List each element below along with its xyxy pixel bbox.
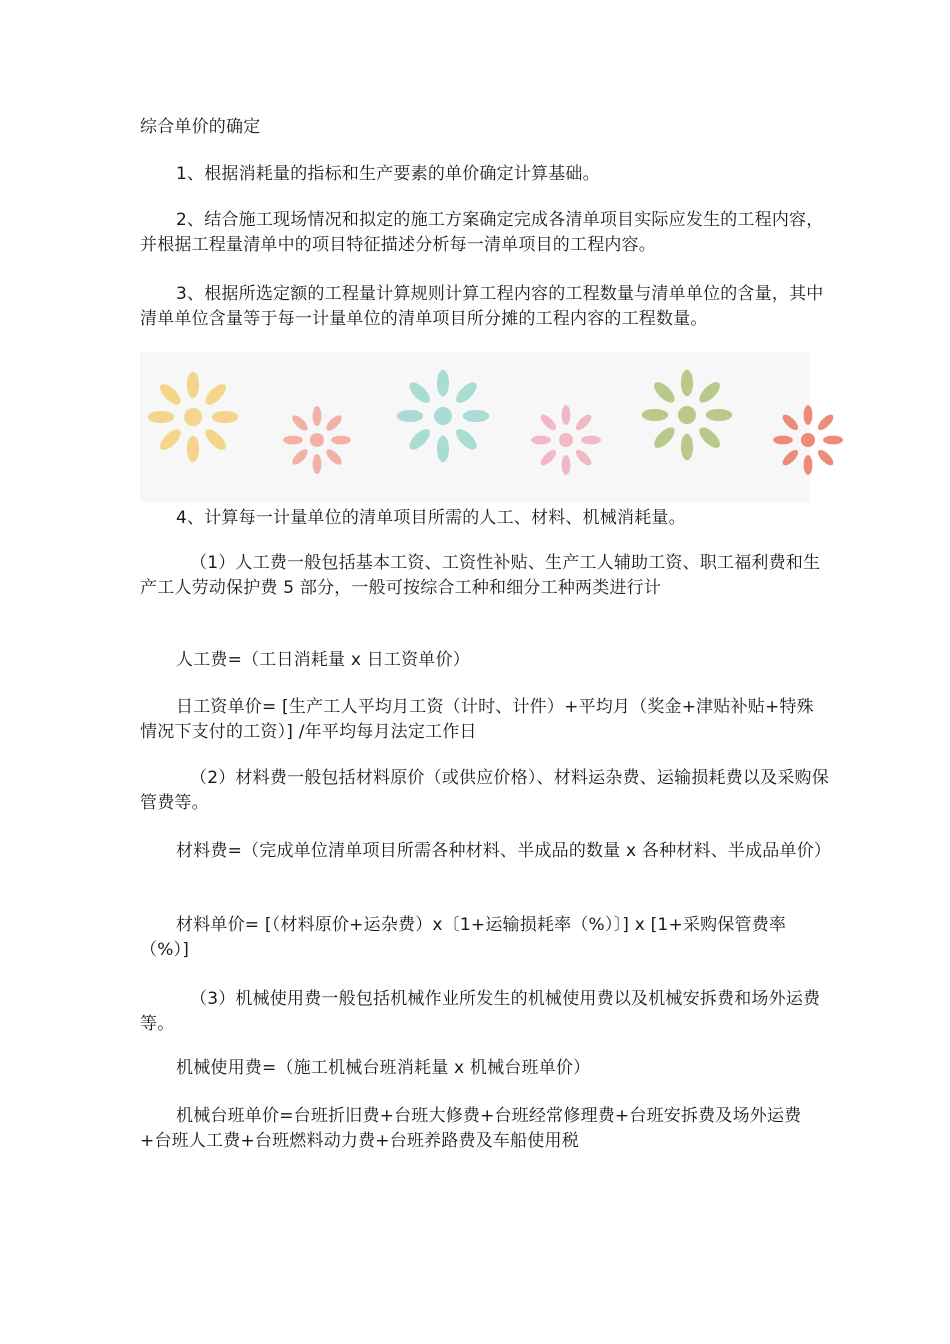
machine-shift-price-formula: 机械台班单价=台班折旧费+台班大修费+台班经常修理费+台班安拆费及场外运费+台班人工费+台班燃料动力费+台班养路费及车船使用税 <box>140 1106 802 1151</box>
flower-petal <box>706 409 732 421</box>
flower-petal <box>212 411 238 423</box>
material-cost-formula: 材料费=（完成单位清单项目所需各种材料、半成品的数量 x 各种材料、半成品单价） <box>176 841 832 861</box>
flower-petal <box>313 454 322 474</box>
flower-petal <box>463 410 489 422</box>
flower-5 <box>642 370 732 460</box>
flower-petal <box>313 406 322 426</box>
material-cost-intro: （2）材料费一般包括材料原价（或供应价格）、材料运杂费、运输损耗费以及采购保管费等。 <box>140 768 829 813</box>
machine-cost-intro: （3）机械使用费一般包括机械作业所发生的机械使用费以及机械安拆费和场外运费等。 <box>140 989 821 1034</box>
flower-center <box>559 433 573 447</box>
flower-petal <box>642 409 668 421</box>
doc-title: 综合单价的确定 <box>140 117 261 137</box>
flower-banner-image <box>140 352 850 502</box>
flower-center <box>678 406 696 424</box>
flower-petal <box>187 372 199 398</box>
flower-petal <box>331 436 351 445</box>
flower-petal <box>823 436 843 445</box>
flower-petal <box>437 436 449 462</box>
flower-center <box>434 407 452 425</box>
flower-petal <box>581 436 601 445</box>
flower-petal <box>816 448 836 468</box>
flower-banner-svg <box>140 352 850 502</box>
flower-petal <box>804 405 813 425</box>
daily-wage-formula: 日工资单价= [生产工人平均月工资（计时、计件）+平均月（奖金+津贴补贴+特殊情况下支付的工资）] /年平均每月法定工作日 <box>140 697 814 742</box>
flower-petal <box>283 436 303 445</box>
flower-center <box>801 433 815 447</box>
flower-petal <box>531 436 551 445</box>
flower-3 <box>397 370 489 462</box>
flower-6 <box>773 405 843 475</box>
step-1-text: 1、根据消耗量的指标和生产要素的单价确定计算基础。 <box>176 164 600 184</box>
flower-petal <box>148 411 174 423</box>
flower-4 <box>531 405 601 475</box>
flower-1 <box>148 372 238 462</box>
flower-petal <box>681 434 693 460</box>
material-unit-price-formula: 材料单价= [（材料原价+运杂费）x〔1+运输损耗率（%）〕] x [1+采购保管费率（%）] <box>140 915 787 960</box>
banner-background <box>140 352 810 502</box>
step-3-text: 3、根据所选定额的工程量计算规则计算工程内容的工程数量与清单单位的含量，其中清单单位含量等于每一计量单位的清单项目所分摊的工程内容的工程数量。 <box>140 284 824 329</box>
flower-petal <box>804 455 813 475</box>
flower-petal <box>562 455 571 475</box>
flower-petal <box>397 410 423 422</box>
labor-cost-formula: 人工费=（工日消耗量 x 日工资单价） <box>176 650 470 670</box>
step-4-text: 4、计算每一计量单位的清单项目所需的人工、材料、机械消耗量。 <box>176 508 686 528</box>
flower-petal <box>816 412 836 432</box>
flower-petal <box>562 405 571 425</box>
flower-center <box>184 408 202 426</box>
flower-petal <box>187 436 199 462</box>
flower-petal <box>773 436 793 445</box>
flower-2 <box>283 406 351 474</box>
flower-petal <box>681 370 693 396</box>
flower-petal <box>437 370 449 396</box>
machine-cost-formula: 机械使用费=（施工机械台班消耗量 x 机械台班单价） <box>176 1058 591 1078</box>
flower-center <box>310 433 324 447</box>
step-2-text: 2、结合施工现场情况和拟定的施工方案确定完成各清单项目实际应发生的工程内容，并根据工程量清单中的项目特征描述分析每一清单项目的工程内容。 <box>140 210 824 255</box>
labor-cost-intro: （1）人工费一般包括基本工资、工资性补贴、生产工人辅助工资、职工福利费和生产工人劳动保护费 5 部分，一般可按综合工种和细分工种两类进行计 <box>140 553 821 598</box>
